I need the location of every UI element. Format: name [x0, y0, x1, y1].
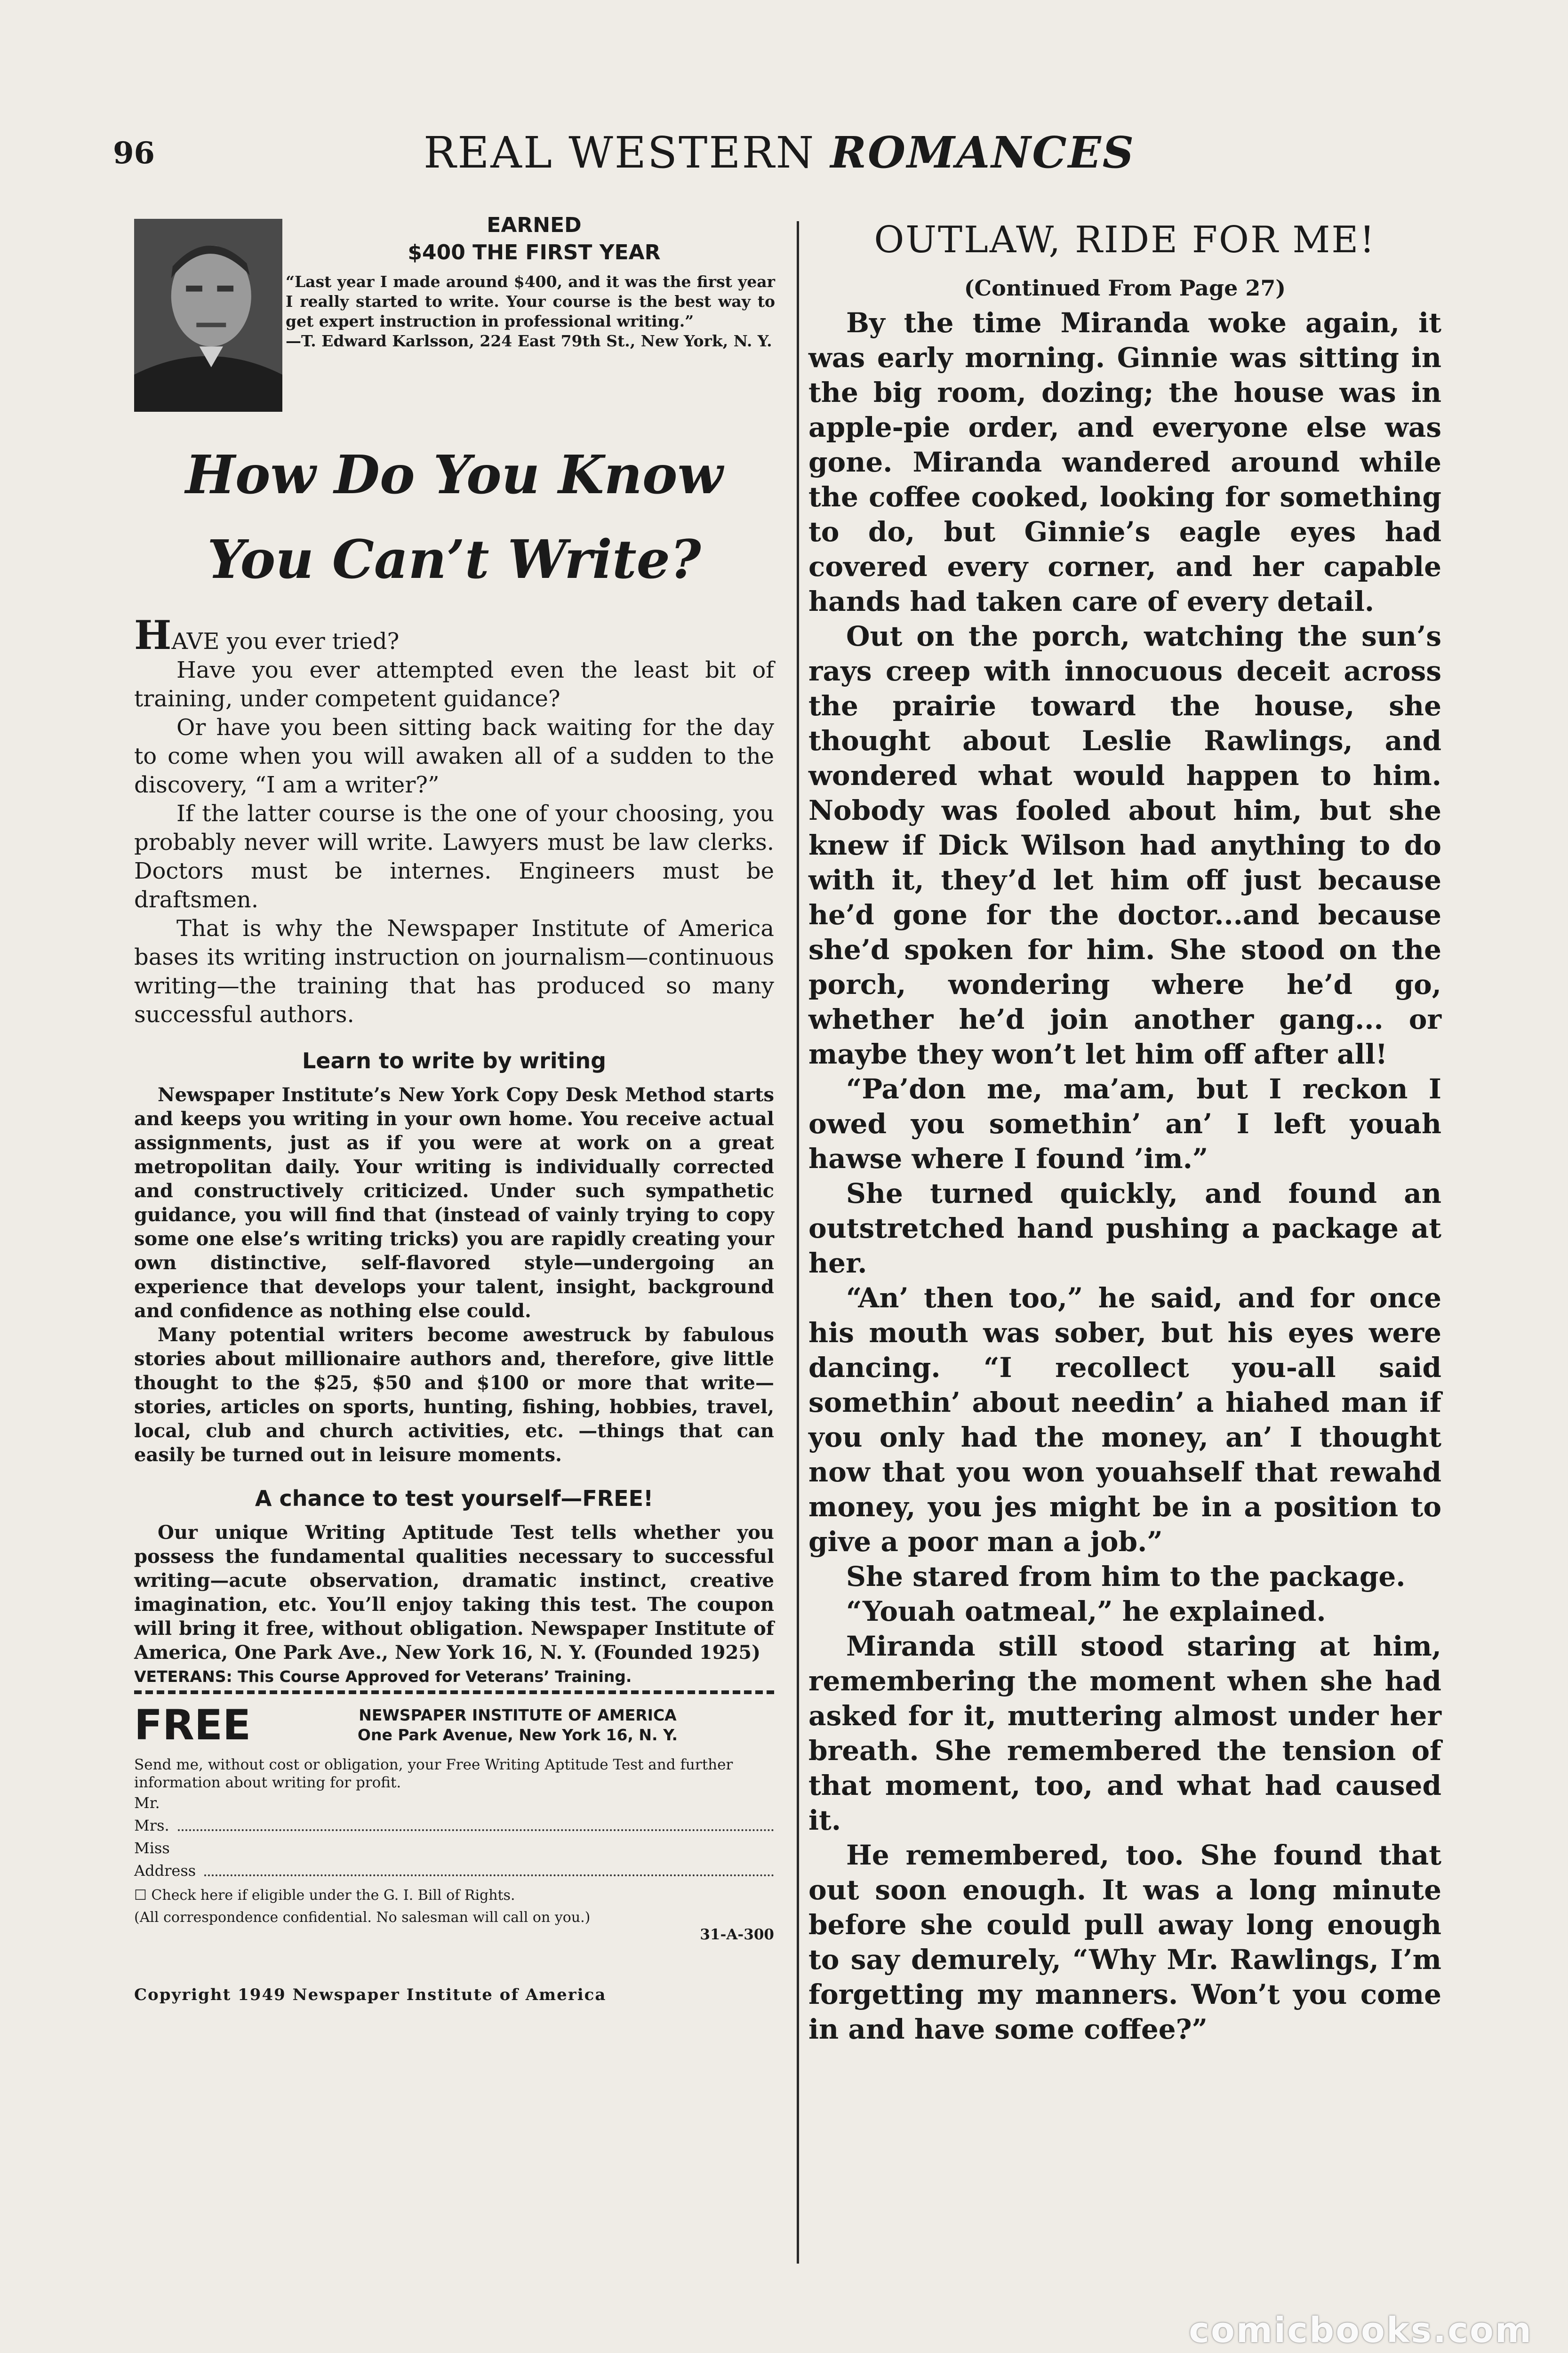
field-mr [134, 1792, 774, 1814]
field-label: Address [134, 1862, 196, 1880]
testimonial-quote [286, 272, 775, 351]
section-paragraph: Our unique Writing Aptitude Test tells whether you possess the fundamental qualities necessary to successful writing—acute observation, dramatic instinct, creative imagination, etc. You’ll enjoy taking this test. The coupon will bring it free, without obligation. Newspaper Institute of America, One Park Ave., New York 16, N. Y. (Founded 1925) [134, 1521, 774, 1664]
intro-paragraph: Have you ever attempted even the least bit of training, under competent guidance? [134, 657, 774, 712]
story-paragraph: “An’ then too,” he said, and for once his mouth was sober, but his eyes were dancing. “I recollect you-all said somethin’ about needin’ a hiahed man if you only had the money, an’ I thought now that you won youahself that rewahd money, you jes might be in a position to give a poor man a job.” [808, 1282, 1441, 1558]
earned-line2: $400 THE FIRST YEAR [408, 240, 661, 264]
man-portrait-icon [134, 219, 282, 412]
testimonial [134, 212, 774, 419]
drop-cap: H [134, 612, 172, 658]
copyright-line: Copyright 1949 Newspaper Institute of America [134, 1985, 607, 2004]
quote-author: —T. Edward Karlsson, 224 East 79th St., New York, N. Y. [286, 332, 772, 350]
coupon-code: 31-A-300 [700, 1926, 774, 1943]
headline-line1: How Do You Know [185, 444, 723, 506]
magazine-title-plain: REAL WESTERN [424, 128, 816, 178]
gi-bill-check: ☐ Check here if eligible under the G. I. Bill of Rights. [134, 1887, 515, 1904]
subhead-learn: Learn to write by writing [302, 1048, 607, 1073]
story-paragraph: Miranda still stood staring at him, remembering the moment when she had asked for it, muttering almost under her breath. She remembered the tension of that moment, too, and what had caused it. [808, 1630, 1441, 1836]
field-mrs [134, 1814, 774, 1837]
ad-headline [134, 433, 774, 602]
story-paragraph: By the time Miranda woke again, it was early morning. Ginnie was sitting in the big room, dozing; the house was in apple-pie order, and everyone else was gone. Miranda wandered around while the coffee cooked, looking for something to do, but Ginnie’s eagle eyes had covered every corner, and her capable hands had taken care of every detail. [808, 307, 1441, 617]
section-paragraph: Many potential writers become awestruck by fabulous stories about millionaire authors and, therefore, give little thought to the $25, $50 and $100 or more that write—stories, articles on sports, hunting, fishing, hobbies, travel, local, club and church activities, etc. —things that can easily be turned out in leisure moments. [134, 1324, 774, 1466]
coupon-address-block [261, 1705, 774, 1745]
coupon [134, 1690, 774, 1943]
field-address [134, 1859, 774, 1882]
subhead-test: A chance to test yourself—FREE! [255, 1486, 654, 1511]
portrait-photo [134, 219, 282, 412]
page-number: 96 [113, 136, 155, 171]
field-miss [134, 1837, 774, 1859]
coupon-head [134, 1701, 774, 1749]
intro-paragraph: Or have you been sitting back waiting for the day to come when you will awaken all of a sudden to the discovery, “I am a writer?” [134, 714, 774, 798]
continued-note: (Continued From Page 27) [964, 275, 1286, 301]
field-label: Mr. [134, 1794, 160, 1812]
page-header [113, 127, 1445, 179]
veterans-note: VETERANS: This Course Approved for Veterans’ Training. [134, 1667, 632, 1686]
field-label: Miss [134, 1839, 170, 1857]
intro-paragraph: If the latter course is the one of your choosing, you probably never will write. Lawyers must be law clerks. Doctors must be internes. Engineers must be draftsmen. [134, 800, 774, 913]
magazine-title [424, 127, 1135, 178]
section-learn [134, 1083, 774, 1467]
site-watermark: comicbooks.com [1189, 2310, 1533, 2351]
intro-paragraph: That is why the Newspaper Institute of America bases its writing instruction on journalism—continuous writing—the training that has produced so many successful authors. [134, 915, 774, 1028]
intro-first-paragraph [134, 612, 774, 658]
intro-first-text: AVE you ever tried? [171, 628, 400, 655]
coupon-body: Send me, without cost or obligation, your Free Writing Aptitude Test and further information about writing for profit. [134, 1756, 733, 1791]
earned-line1: EARNED [487, 213, 582, 237]
ad-intro [134, 612, 774, 1029]
field-blank [204, 1859, 774, 1876]
story-paragraph: “Pa’don me, ma’am, but I reckon I owed you somethin’ an’ I left youah hawse where I found ’im.” [808, 1073, 1441, 1175]
story-paragraph: She turned quickly, and found an outstretched hand pushing a package at her. [808, 1177, 1441, 1279]
advertisement [134, 212, 774, 2004]
story-body [808, 305, 1441, 2047]
confidential-note: (All correspondence confidential. No salesman will call on you.) [134, 1909, 591, 1926]
coupon-free-label: FREE [134, 1701, 251, 1749]
story-paragraph: She stared from him to the package. [846, 1561, 1406, 1593]
field-label: Mrs. [134, 1817, 169, 1834]
story-paragraph: “Youah oatmeal,” he explained. [846, 1595, 1326, 1627]
coupon-institute: NEWSPAPER INSTITUTE OF AMERICA [359, 1705, 677, 1724]
coupon-address: One Park Avenue, New York 16, N. Y. [357, 1725, 678, 1744]
magazine-title-emphasis: ROMANCES [830, 127, 1136, 178]
column-divider [797, 221, 799, 2264]
field-blank [178, 1814, 774, 1831]
story-paragraph: He remembered, too. She found that out soon enough. It was a long minute before she could pull away long enough to say demurely, “Why Mr. Rawlings, I’m forgetting my manners. Won’t you come in and have some coffee?” [808, 1839, 1441, 2045]
story-column [808, 214, 1441, 2047]
earned-heading [294, 212, 774, 266]
headline-line2: You Can’t Write? [207, 529, 701, 591]
section-paragraph: Newspaper Institute’s New York Copy Desk Method starts and keeps you writing in your own home. You receive actual assignments, just as if you were at work on a great metropolitan daily. Your writing is individually corrected and constructively criticized. Under such sympathetic guidance, you will find that (instead of vainly trying to copy some one else’s writing tricks) you are rapidly creating your own distinctive, self-flavored style—undergoing an experience that develops your talent, insight, background and confidence as nothing else could. [134, 1084, 774, 1322]
story-title: OUTLAW, RIDE FOR ME! [874, 219, 1376, 261]
section-test [134, 1521, 774, 1665]
quote-text: “Last year I made around $400, and it was the first year I really started to write. Your course is the best way to get expert instruction in professional writing.” [286, 272, 775, 330]
story-paragraph: Out on the porch, watching the sun’s rays creep with innocuous deceit across the prairie toward the house, she thought about Leslie Rawlings, and wondered what would happen to him. Nobody was fooled about him, but she knew if Dick Wilson had anything to do with it, they’d let him off just because he’d gone for the doctor...and because she’d spoken for him. She stood on the porch, wondering where he’d go, whether he’d join another gang... or maybe they won’t let him off after all! [808, 620, 1441, 1070]
